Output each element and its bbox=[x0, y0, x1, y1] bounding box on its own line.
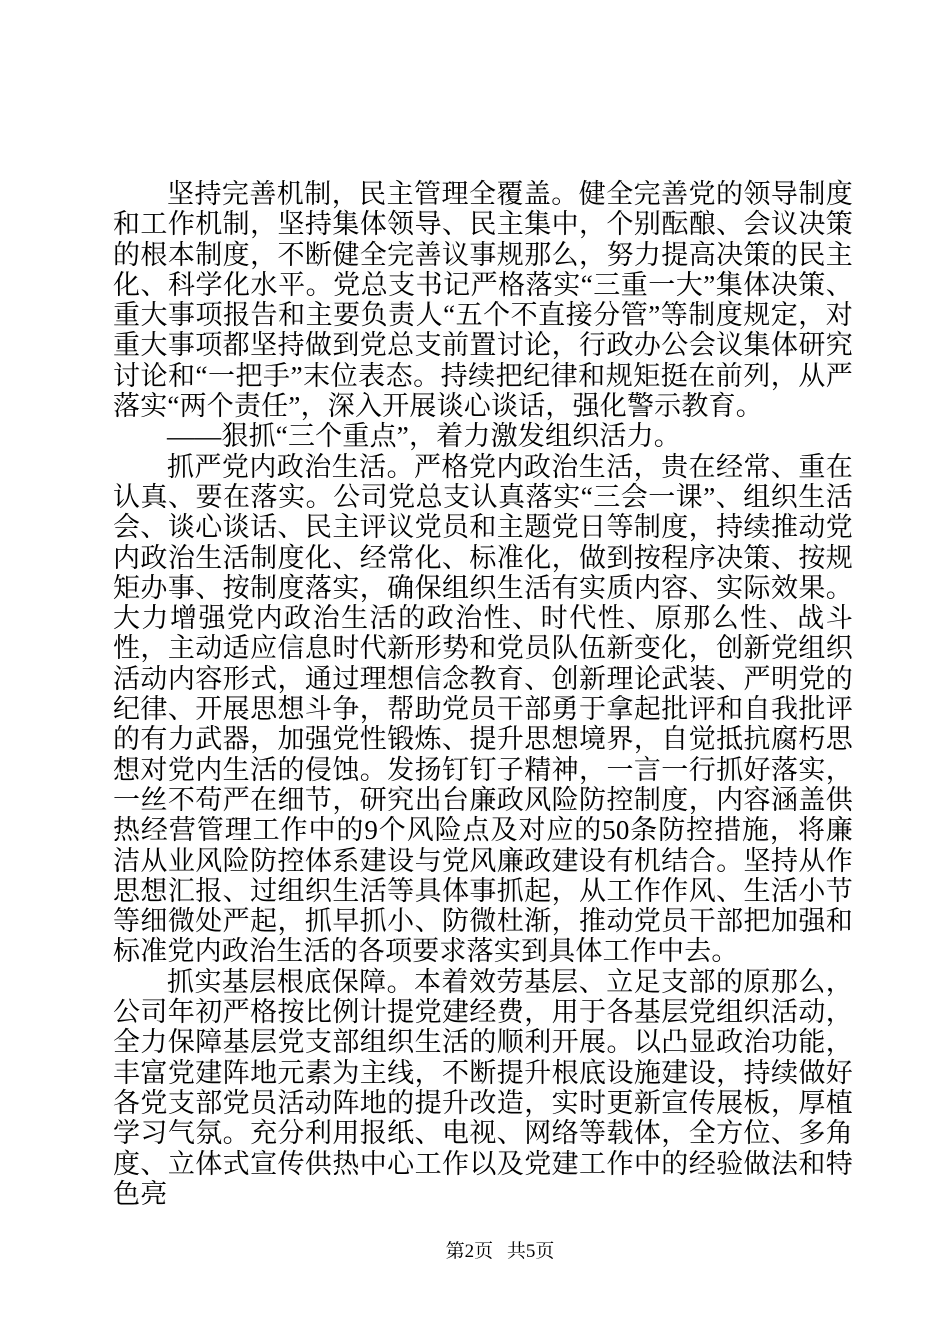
page-total-label: 共5页 bbox=[506, 1241, 555, 1262]
paragraph-three-priorities-heading: ——狠抓“三个重点”，着力激发组织活力。 bbox=[167, 421, 681, 452]
paragraph-mechanism: 坚持完善机制，民主管理全覆盖。健全完善党的领导制度和工作机制，坚持集体领导、民主集中，个别酝酿、会议决策的根本制度，不断健全完善议事规那么，努力提高决策的民主化、科学化水平。党总支书记严格落实“三重一大”集体决策、重大事项报告和主要负责人“五个不直接分管”等制度规定，对重大事项都坚持做到党总支前置讨论，行政办公会议集体研究讨论和“一把手”末位表态。持续把纪律和规矩挺在前列，从严落实“两个责任”，深入开展谈心谈话，强化警示教育。 bbox=[113, 179, 853, 422]
page-footer bbox=[0, 1240, 950, 1264]
page-number-label: 第2页 bbox=[445, 1241, 494, 1262]
document-body bbox=[113, 179, 853, 1209]
paragraph-inner-party-political-life: 抓严党内政治生活。严格党内政治生活，贵在经常、重在认真、要在落实。公司党总支认真落实“三会一课”、组织生活会、谈心谈话、民主评议党员和主题党日等制度，持续推动党内政治生活制度化、经常化、标准化，做到按程序决策、按规矩办事、按制度落实，确保组织生活有实质内容、实际效果。大力增强党内政治生活的政治性、时代性、原那么性、战斗性，主动适应信息时代新形势和党员队伍新变化，创新党组织活动内容形式，通过理想信念教育、创新理论武装、严明党的纪律、开展思想斗争，帮助党员干部勇于拿起批评和自我批评的有力武器，加强党性锻炼、提升思想境界，自觉抵抗腐朽思想对党内生活的侵蚀。发扬钉钉子精神，一言一行抓好落实，一丝不苟严在细节，研究出台廉政风险防控制度，内容涵盖供热经营管理工作中的9个风险点及对应的50条防控措施，将廉洁从业风险防控体系建设与党风廉政建设有机结合。坚持从作思想汇报、过组织生活等具体事抓起，从工作作风、生活小节等细微处严起，抓早抓小、防微杜渐，推动党员干部把加强和标准党内政治生活的各项要求落实到具体工作中去。 bbox=[113, 451, 853, 967]
paragraph-grassroots-support: 抓实基层根底保障。本着效劳基层、立足支部的原那么，公司年初严格按比例计提党建经费，用于各基层党组织活动，全力保障基层党支部组织生活的顺利开展。以凸显政治功能，丰富党建阵地元素为主线，不断提升根底设施建设，持续做好各党支部党员活动阵地的提升改造，实时更新宣传展板，厚植学习气氛。充分利用报纸、电视、网络等载体，全方位、多角度、立体式宣传供热中心工作以及党建工作中的经验做法和特色亮 bbox=[113, 966, 853, 1209]
